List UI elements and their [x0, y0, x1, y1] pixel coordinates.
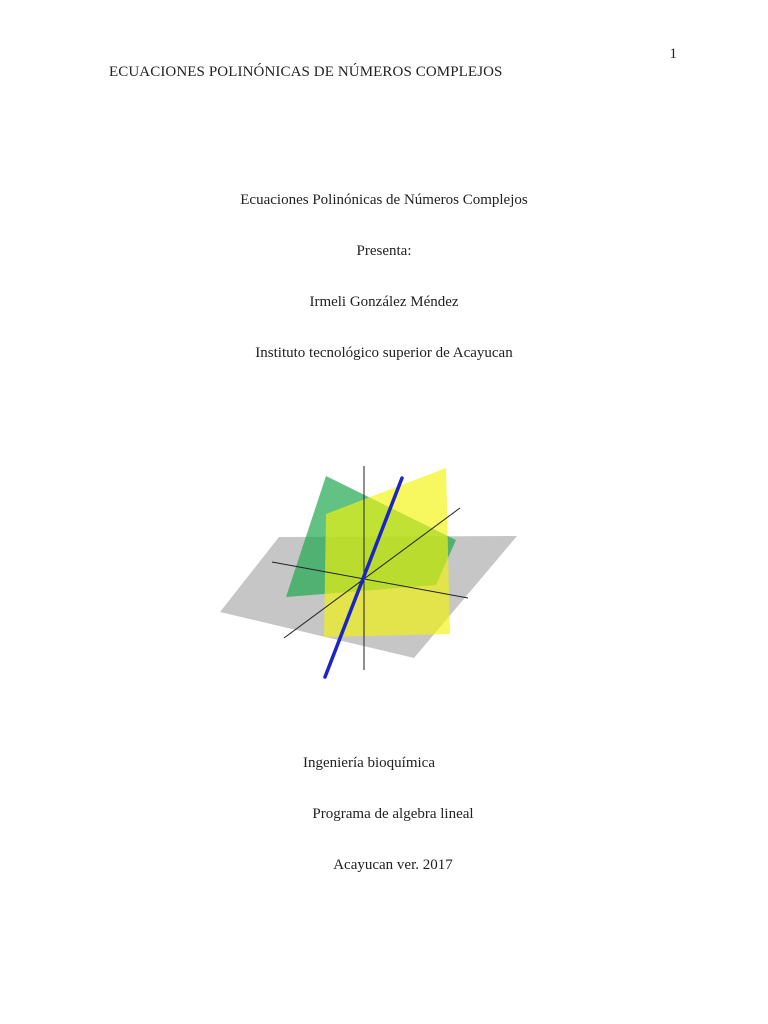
page-number: 1 — [669, 46, 677, 62]
planes-intersection-illustration — [214, 462, 524, 684]
institution-name: Instituto tecnológico superior de Acayucan — [255, 345, 513, 361]
document-title: Ecuaciones Polinónicas de Números Complejos — [240, 192, 528, 208]
place-year: Acayucan ver. 2017 — [333, 857, 453, 873]
program-name: Programa de algebra lineal — [312, 806, 474, 822]
author-name: Irmeli González Méndez — [309, 294, 459, 310]
career-name: Ingeniería bioquímica — [302, 755, 436, 771]
running-head: ECUACIONES POLINÓNICAS DE NÚMEROS COMPLEJOS — [109, 64, 503, 80]
presenter-label: Presenta: — [356, 243, 412, 259]
